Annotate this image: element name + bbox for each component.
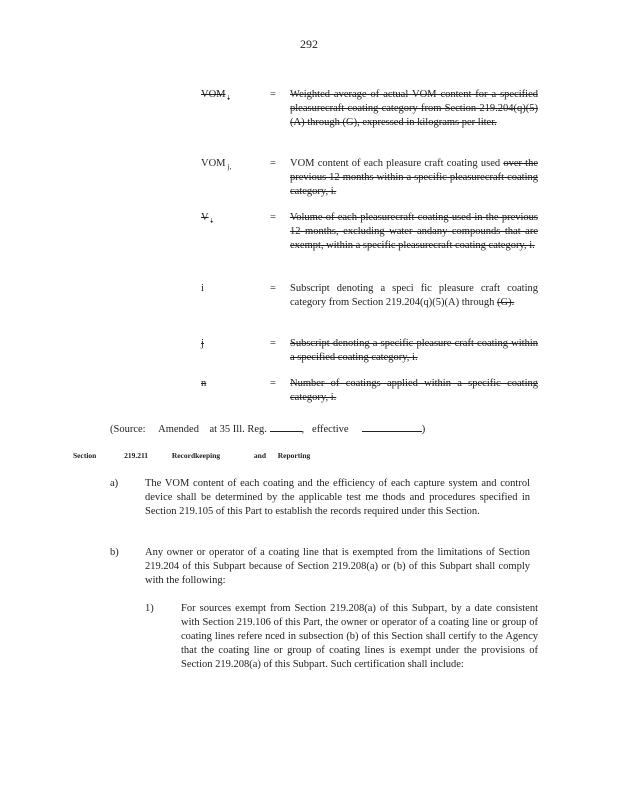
- equals-sign: =: [270, 283, 276, 294]
- equals-sign: =: [270, 212, 276, 223]
- page-number: 292: [300, 37, 318, 51]
- definition-term: V $_i$: [201, 212, 213, 225]
- equals-sign: =: [270, 378, 276, 389]
- definition-description: VOM content of each pleasure craft coating used over the previous 12 months within a specific pleasurecraft coating category, i.: [290, 158, 539, 197]
- paragraph-text: Any owner or operator of a coating line that is exempted from the limitations of Section 219.204 of this Subpart because of Section 219.208(a) or (b) of this Subpart shall comply with the following:: [145, 547, 530, 586]
- definition-description: Subscript denoting a speci fic pleasure craft coating category from Section 219.204(q)(5)(A) through (G).: [290, 283, 538, 308]
- definition-term: j: [201, 338, 204, 349]
- definition-description: Weighted average of actual VOM content for a specified pleasurecraft coating category from Section 219.204(q)(5)(A) through (G), expressed in kilograms per liter.: [290, 89, 538, 128]
- paragraph-text: The VOM content of each coating and the efficiency of each capture system and control device shall be determined by the applicable test me thods and procedures specified in Section 219.105 of this Part to establish the records required under this Section.: [145, 478, 530, 517]
- paragraph-text: For sources exempt from Section 219.208(a) of this Subpart, by a date consistent with Section 219.106 of this Part, the owner or operator of a coating line or group of coating lines refere nced in subsection (b) of this Section shall certify to the Agency that the coating line or group of coating lines is exempt under the provisions of Section 219.208(a) of this Subpart. Such certification shall include:: [181, 603, 538, 670]
- definition-description: Number of coatings applied within a specific coating category, i.: [290, 378, 538, 403]
- definition-term: n: [201, 378, 207, 389]
- definition-description: Volume of each pleasurecraft coating used in the previous 12 months, excluding water andany compounds that are exempt, within a specific pleasurecraft coating category, i.: [290, 212, 538, 251]
- definition-term: i: [201, 283, 204, 294]
- section-heading: Section 219.211 Recordkeeping and Reporting: [73, 451, 311, 460]
- definition-term: VOM $_{j,}$: [201, 158, 232, 171]
- definition-description: Subscript denoting a specific pleasure craft coating within a specified coating category, i.: [290, 338, 538, 363]
- paragraph-label: 1): [145, 603, 154, 614]
- equals-sign: =: [270, 89, 276, 100]
- source-note: (Source: Amended at 35 Ill. Reg. , effective ): [110, 421, 425, 435]
- blank-line: [270, 421, 302, 432]
- blank-line: [362, 421, 422, 432]
- equals-sign: =: [270, 158, 276, 169]
- paragraph-label: a): [110, 478, 119, 489]
- paragraph-label: b): [110, 547, 119, 558]
- equals-sign: =: [270, 338, 276, 349]
- definition-term: VOM $_i$: [201, 89, 230, 102]
